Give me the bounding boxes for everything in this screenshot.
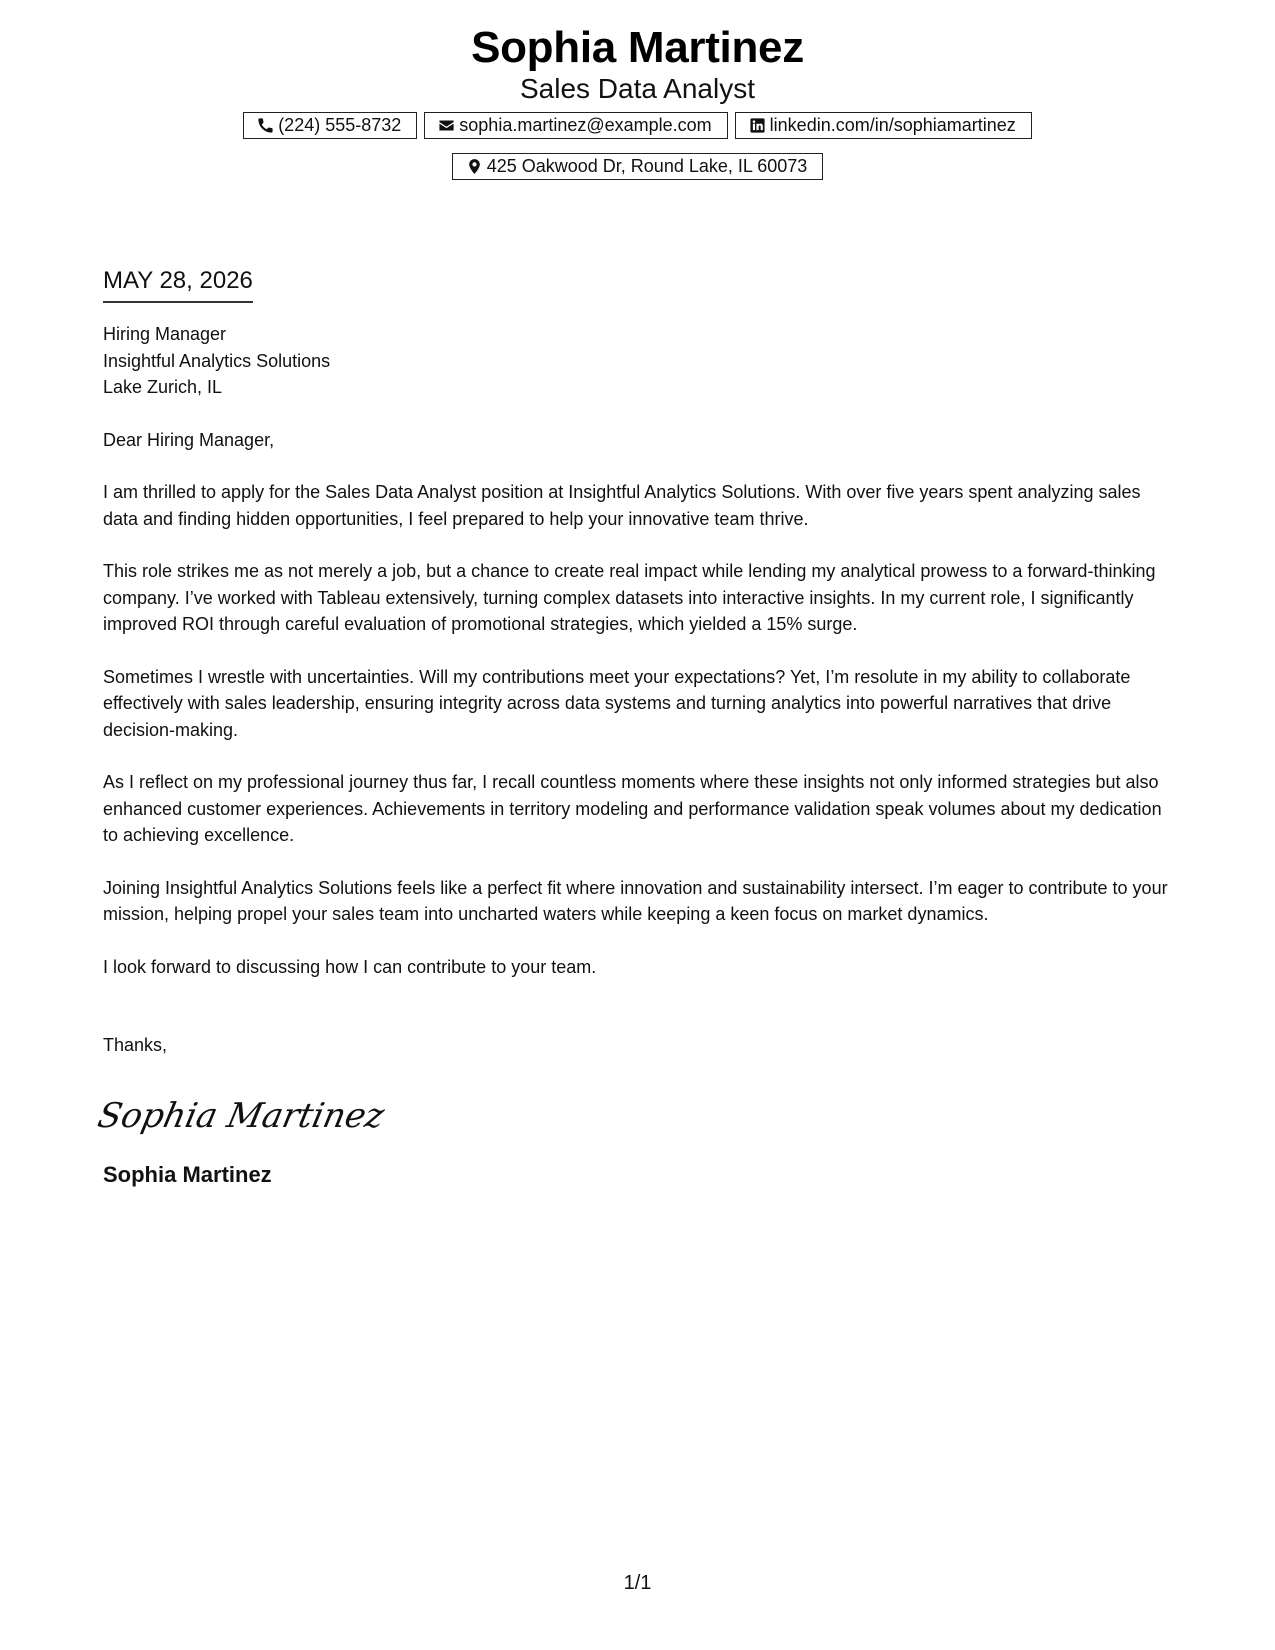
signer-name: Sophia Martinez — [103, 1162, 272, 1187]
recipient-block — [103, 321, 1173, 401]
letter-header — [0, 22, 1275, 187]
body-paragraph: As I reflect on my professional journey thus far, I recall countless moments where these insights not only informed strategies but also enhanced customer experiences. Achievements in territory modeling and performance validation speak volumes about my dedication to achieving excellence. — [103, 772, 1162, 845]
letter-date: MAY 28, 2026 — [103, 266, 253, 303]
envelope-icon — [438, 117, 455, 134]
body-paragraph: I look forward to discussing how I can contribute to your team. — [103, 956, 597, 977]
phone-text: (224) 555-8732 — [278, 115, 402, 135]
contact-list — [188, 112, 1088, 187]
map-marker-icon — [466, 158, 483, 175]
salutation: Dear Hiring Manager, — [103, 429, 275, 450]
contact-linkedin[interactable] — [735, 112, 1032, 139]
linkedin-text: linkedin.com/in/sophiamartinez — [769, 115, 1016, 135]
closing: Thanks, — [103, 1035, 168, 1055]
linkedin-icon — [749, 117, 766, 134]
contact-email[interactable] — [424, 112, 727, 139]
signature-text: Sophia Martinez — [94, 1095, 388, 1136]
applicant-name: Sophia Martinez — [471, 23, 804, 72]
body-paragraph: This role strikes me as not merely a job, but a chance to create real impact while lending my analytical prowess to a forward-thinking company. I’ve worked with Tableau extensively, turning complex datasets into interactive insights. In my current role, I significantly improved ROI through careful evaluation of promotional strategies, which yielded a 15% surge. — [103, 561, 1156, 634]
signature-image — [94, 1085, 388, 1145]
recipient-line: Lake Zurich, IL — [103, 377, 223, 397]
phone-icon — [257, 117, 274, 134]
body-paragraph: I am thrilled to apply for the Sales Data Analyst position at Insightful Analytics Solutions. With over five years spent analyzing sales data and finding hidden opportunities, I feel prepared to help your innovative team thrive. — [103, 482, 1141, 529]
body-paragraph: Joining Insightful Analytics Solutions feels like a perfect fit where innovation and sustainability intersect. I’m eager to contribute to your mission, helping propel your sales team into uncharted waters while keeping a keen focus on market dynamics. — [103, 877, 1168, 924]
recipient-line: Insightful Analytics Solutions — [103, 350, 331, 371]
address-text: 425 Oakwood Dr, Round Lake, IL 60073 — [486, 156, 808, 176]
email-text: sophia.martinez@example.com — [459, 115, 712, 135]
contact-phone[interactable] — [243, 112, 417, 139]
body-paragraph: Sometimes I wrestle with uncertainties. Will my contributions meet your expectations? Yet, I’m resolute in my ability to collaborate effectively with sales leadership, ensuring integrity across data systems and turning analytics into powerful narratives that drive decision-making. — [103, 666, 1131, 740]
recipient-line: Hiring Manager — [103, 324, 227, 344]
letter-body — [94, 266, 1173, 1189]
applicant-title: Sales Data Analyst — [519, 73, 756, 104]
contact-address — [452, 153, 824, 180]
page-number: 1/1 — [623, 1572, 652, 1594]
